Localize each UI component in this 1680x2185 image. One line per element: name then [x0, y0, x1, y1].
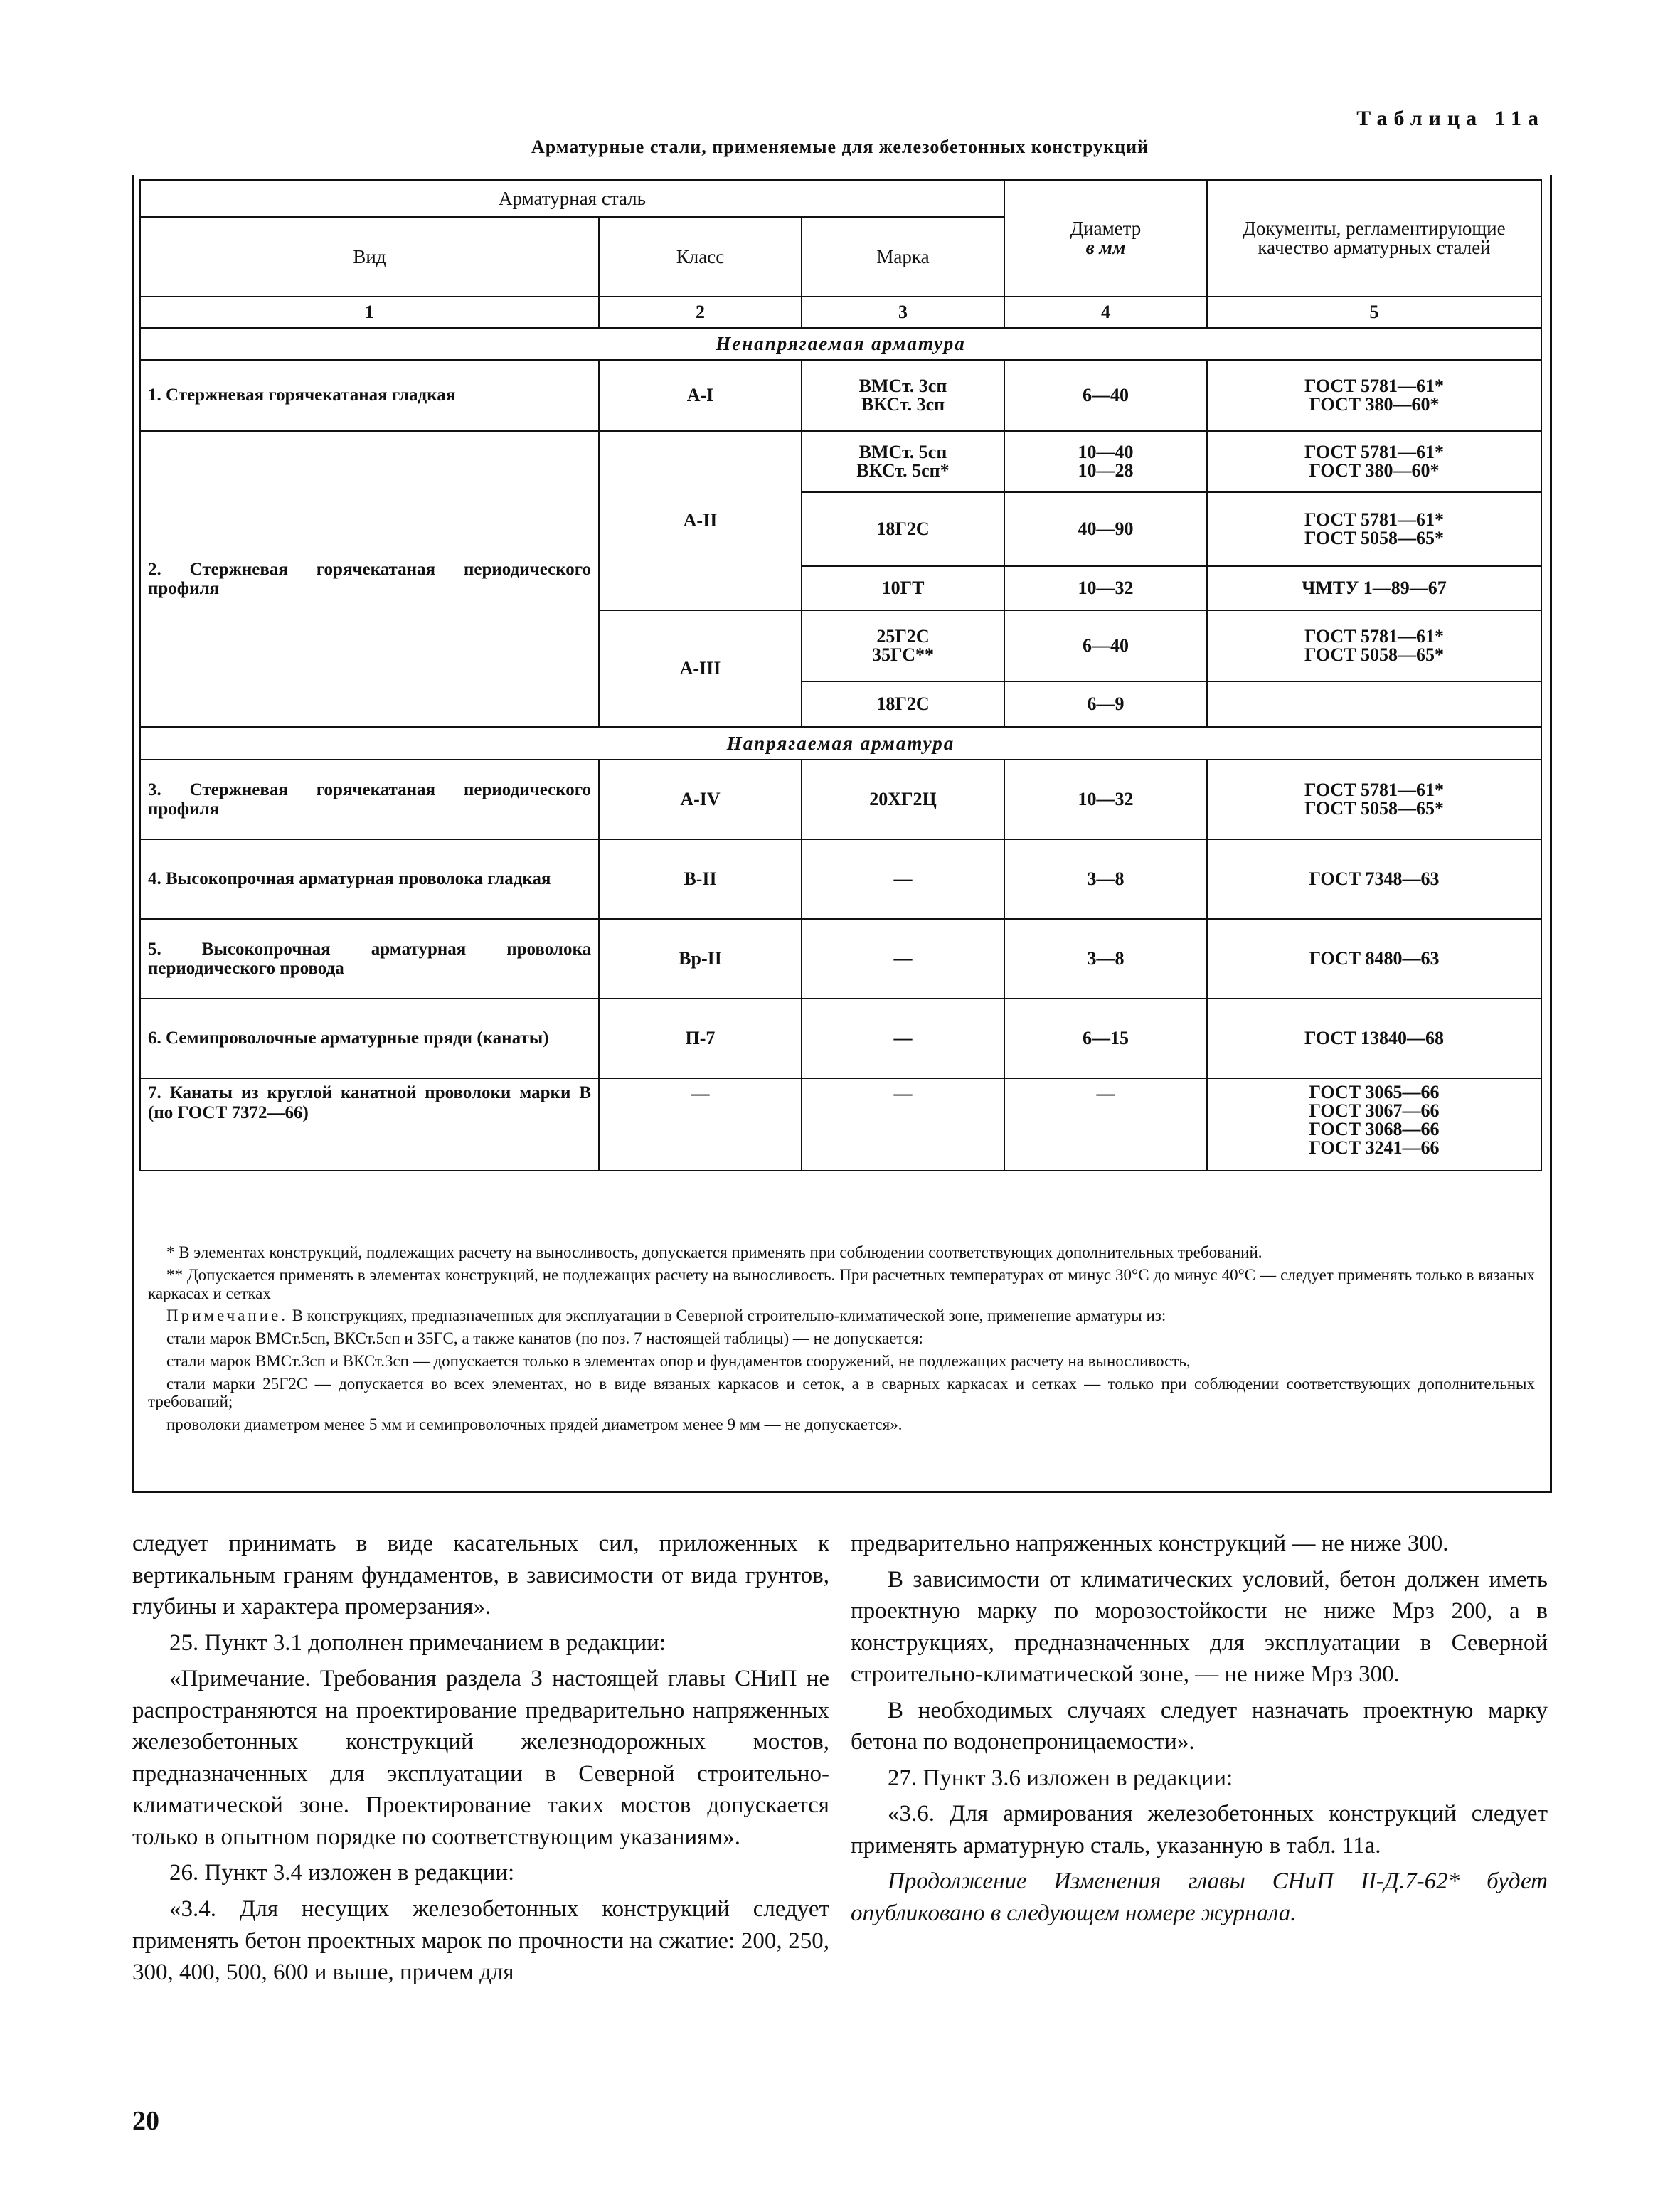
row2-a3-doc: ЧМТУ 1—89—67 [1207, 566, 1541, 610]
header-diameter-l2: в мм [1085, 237, 1126, 258]
page-number: 20 [132, 2106, 159, 2136]
header-docs-l2: качество арматурных сталей [1258, 237, 1491, 258]
note-label: Примечание. [166, 1307, 288, 1325]
row3-klass: А-IV [599, 760, 802, 839]
row6-vid: 6. Семипроволочные арматурные пряди (канаты) [140, 999, 599, 1078]
col-num-5: 5 [1207, 297, 1541, 328]
note-item-1: стали марок ВМСт.5сп, ВКСт.5сп и 35ГС, а также канатов (по поз. 7 настоящей таблицы) — не допускается: [166, 1329, 923, 1347]
table-row [140, 919, 1541, 999]
reinforcement-steel-table [139, 179, 1542, 1171]
row2-a2-diam: 40—90 [1004, 492, 1207, 566]
right-paragraph-5: «3.6. Для армирования железобетонных конструкций следует применять арматурную сталь, указанную в табл. 11а. [851, 1801, 1548, 1859]
row2-a1-doc-2: ГОСТ 380—60* [1309, 460, 1440, 481]
row2-vid: 2. Стержневая горячекатаная периодического профиля [140, 431, 599, 727]
note-text: В конструкциях, предназначенных для эксплуатации в Северной строительно-климатической зоне, применение арматуры из: [292, 1307, 1166, 1325]
table-notes [148, 1243, 1535, 1438]
row2-b2-marka: 18Г2С [802, 681, 1004, 727]
left-paragraph-5: «3.4. Для несущих железобетонных конструкций следует применять бетон проектных марок по прочности на сжатие: 200, 250, 300, 400, 500, 600 и выше, причем для [132, 1896, 829, 1986]
row4-doc: ГОСТ 7348—63 [1207, 839, 1541, 919]
row3-diam: 10—32 [1004, 760, 1207, 839]
row2-a2-doc-2: ГОСТ 5058—65* [1304, 528, 1445, 548]
right-paragraph-4: 27. Пункт 3.6 изложен в редакции: [888, 1765, 1233, 1791]
row1-marka-2: ВКСт. 3сп [861, 394, 945, 415]
row4-diam: 3—8 [1004, 839, 1207, 919]
row2-b1-marka-2: 35ГС** [872, 644, 934, 665]
row7-doc-4: ГОСТ 3241—66 [1309, 1137, 1440, 1158]
row2-b2-doc-empty [1207, 681, 1541, 727]
row5-doc: ГОСТ 8480—63 [1207, 919, 1541, 999]
header-docs-l1: Документы, регламентирующие [1243, 218, 1506, 239]
note-item-4: проволоки диаметром менее 5 мм и семипроволочных прядей диаметром менее 9 мм — не допускается». [166, 1415, 903, 1433]
row2-b1-marka-1: 25Г2С [876, 626, 930, 647]
table-row [140, 999, 1541, 1078]
note-item-3: стали марки 25Г2С — допускается во всех элементах, но в виде вязаных каркасов и сеток, а в сварных каркасах и сетках — только при соблюдении соответствующих дополнительных требований; [148, 1374, 1535, 1411]
header-group: Арматурная сталь [140, 180, 1004, 217]
footnote-2: ** Допускается применять в элементах конструкций, не подлежащих расчету на выносливость. При расчетных температурах от минус 30°С до минус 40°С — следует применять только в вязаных каркасах и сетках [148, 1265, 1535, 1302]
header-diameter-l1: Диаметр [1070, 218, 1142, 239]
header-docs [1207, 180, 1541, 297]
left-paragraph-1: следует принимать в виде касательных сил, приложенных к вертикальным граням фундаментов, в зависимости от вида грунтов, глубины и характера промерзания». [132, 1531, 829, 1620]
row6-klass: П-7 [599, 999, 802, 1078]
row4-vid: 4. Высокопрочная арматурная проволока гладкая [140, 839, 599, 919]
section-nonprestressed: Ненапрягаемая арматура [140, 328, 1541, 360]
row5-diam: 3—8 [1004, 919, 1207, 999]
header-row-1 [140, 180, 1541, 217]
column-number-row [140, 297, 1541, 328]
row6-marka: — [802, 999, 1004, 1078]
table-label: Таблица 11а [1356, 107, 1545, 130]
col-num-2: 2 [599, 297, 802, 328]
row2-a1-marka-1: ВМСт. 5сп [858, 442, 947, 462]
row7-doc-3: ГОСТ 3068—66 [1309, 1119, 1440, 1139]
row3-doc-2: ГОСТ 5058—65* [1304, 798, 1445, 819]
row7-klass: — [599, 1078, 802, 1171]
row2-a1-marka-2: ВКСт. 5сп* [856, 460, 950, 481]
header-marka: Марка [802, 217, 1004, 297]
note-paragraph [148, 1307, 1535, 1325]
row7-doc-2: ГОСТ 3067—66 [1309, 1100, 1440, 1121]
row4-marka: — [802, 839, 1004, 919]
row2-a1-diam-2: 10—28 [1078, 460, 1134, 481]
table-row [140, 431, 1541, 492]
left-paragraph-2: 25. Пункт 3.1 дополнен примечанием в редакции: [169, 1630, 666, 1656]
right-paragraph-3: В необходимых случаях следует назначать проектную марку бетона по водонепроницаемости». [851, 1697, 1548, 1755]
row2-a3-marka: 10ГТ [802, 566, 1004, 610]
left-paragraph-4: 26. Пункт 3.4 изложен в редакции: [169, 1860, 515, 1886]
row2-klass-b: А-III [599, 610, 802, 727]
row1-klass: А-I [599, 360, 802, 431]
row2-a1-diam-1: 10—40 [1078, 442, 1134, 462]
header-diameter [1004, 180, 1207, 297]
row7-vid: 7. Канаты из круглой канатной проволоки марки В (по ГОСТ 7372—66) [140, 1078, 599, 1171]
right-paragraph-6: Продолжение Изменения главы СНиП II-Д.7-62* будет опубликовано в следующем номере журнала. [851, 1868, 1548, 1927]
col-num-4: 4 [1004, 297, 1207, 328]
row5-marka: — [802, 919, 1004, 999]
row3-doc-1: ГОСТ 5781—61* [1304, 780, 1445, 800]
row2-a2-doc-1: ГОСТ 5781—61* [1304, 509, 1445, 530]
row2-b1-diam: 6—40 [1004, 610, 1207, 681]
row3-vid: 3. Стержневая горячекатаная периодического профиля [140, 760, 599, 839]
col-num-1: 1 [140, 297, 599, 328]
row2-b2-diam: 6—9 [1004, 681, 1207, 727]
row1-doc-2: ГОСТ 380—60* [1309, 394, 1440, 415]
row7-diam: — [1004, 1078, 1207, 1171]
row7-marka: — [802, 1078, 1004, 1171]
row5-vid: 5. Высокопрочная арматурная проволока периодического провода [140, 919, 599, 999]
row5-klass: Вр-II [599, 919, 802, 999]
row2-a1-doc-1: ГОСТ 5781—61* [1304, 442, 1445, 462]
left-paragraph-3: «Примечание. Требования раздела 3 настоящей главы СНиП не распространяются на проектирование предварительно напряженных железобетонных конструкций железнодорожных мостов, предназначенных для эксплуатации в Северной строительно-климатической зоне. Проектирование таких мостов допускается только в опытном порядке по соответствующим указаниям». [132, 1666, 829, 1850]
row6-diam: 6—15 [1004, 999, 1207, 1078]
table-row [140, 760, 1541, 839]
table-title: Арматурные стали, применяемые для железобетонных конструкций [531, 137, 1149, 157]
row1-vid: 1. Стержневая горячекатаная гладкая [140, 360, 599, 431]
right-column [851, 1528, 1548, 1934]
right-paragraph-2: В зависимости от климатических условий, бетон должен иметь проектную марку по морозостойкости не ниже Мрз 200, а в конструкциях, предназначенных для эксплуатации в Северной строительно-климатической зоне, — не ниже Мрз 300. [851, 1566, 1548, 1688]
section-row [140, 727, 1541, 760]
footnote-1: * В элементах конструкций, подлежащих расчету на выносливость, допускается применять при соблюдении соответствующих дополнительных требований. [166, 1243, 1262, 1261]
row2-b1-doc-1: ГОСТ 5781—61* [1304, 626, 1445, 647]
left-column [132, 1528, 829, 1993]
row6-doc: ГОСТ 13840—68 [1207, 999, 1541, 1078]
table-row [140, 1078, 1541, 1171]
row7-doc-1: ГОСТ 3065—66 [1309, 1082, 1440, 1102]
table-row [140, 360, 1541, 431]
row3-marka: 20ХГ2Ц [802, 760, 1004, 839]
row1-marka-1: ВМСт. 3сп [858, 376, 947, 396]
col-num-3: 3 [802, 297, 1004, 328]
note-item-2: стали марок ВМСт.3сп и ВКСт.3сп — допускается только в элементах опор и фундаментов сооружений, не подлежащих расчету на выносливость, [166, 1351, 1191, 1370]
row2-a3-diam: 10—32 [1004, 566, 1207, 610]
row4-klass: В-II [599, 839, 802, 919]
section-prestressed: Напрягаемая арматура [140, 727, 1541, 760]
section-row [140, 328, 1541, 360]
table-row [140, 839, 1541, 919]
row1-diam: 6—40 [1004, 360, 1207, 431]
row2-a2-marka: 18Г2С [802, 492, 1004, 566]
header-vid: Вид [140, 217, 599, 297]
header-klass: Класс [599, 217, 802, 297]
row1-doc-1: ГОСТ 5781—61* [1304, 376, 1445, 396]
row2-b1-doc-2: ГОСТ 5058—65* [1304, 644, 1445, 665]
right-paragraph-1: предварительно напряженных конструкций — не ниже 300. [851, 1531, 1449, 1556]
row2-klass-a: А-II [599, 431, 802, 610]
